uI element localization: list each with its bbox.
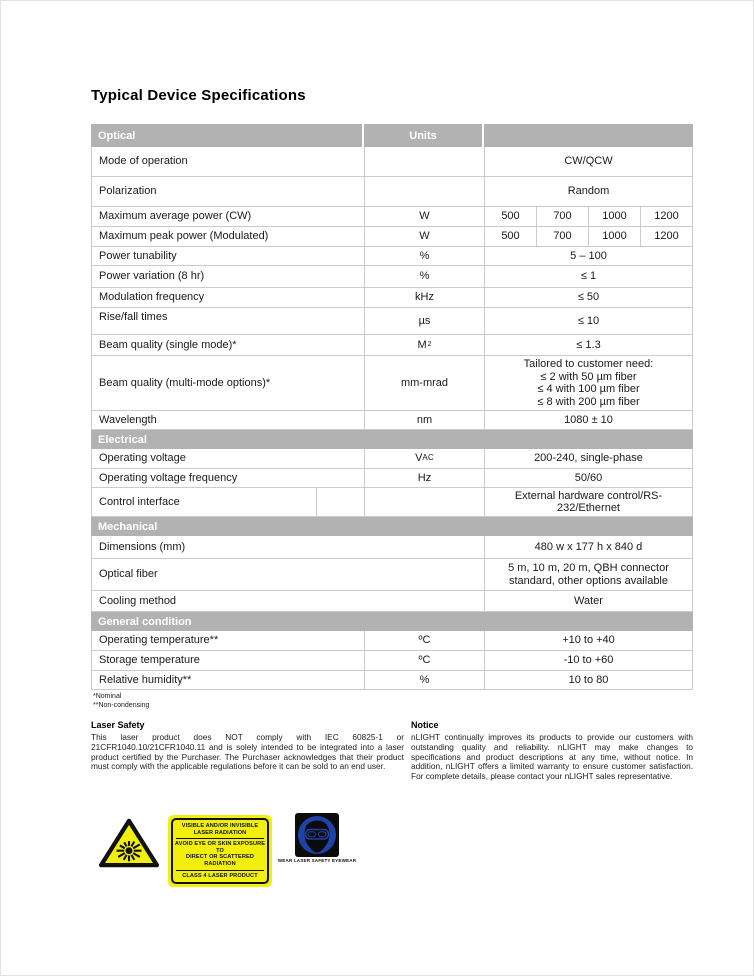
spec-unit: % (365, 247, 485, 265)
spec-label: Power tunability (92, 247, 365, 265)
spec-unit (365, 488, 485, 516)
spec-row (91, 631, 693, 651)
spec-row (91, 147, 693, 177)
spec-label: Control interface (92, 488, 317, 516)
spec-subvalue: 700 (536, 227, 588, 246)
spec-label: Storage temperature (92, 651, 365, 670)
spec-row (91, 207, 693, 227)
spec-unit (365, 147, 485, 176)
spec-row (91, 559, 693, 591)
spec-row (91, 177, 693, 207)
footnote-non-condensing: **Non-condensing (93, 702, 150, 709)
spec-label-spacer (317, 488, 365, 516)
spec-label: Mode of operation (92, 147, 365, 176)
laser-warning-triangle-icon (98, 818, 160, 873)
spec-row (91, 488, 693, 517)
spec-value: ≤ 50 (577, 291, 600, 304)
spec-unit: M 2 (365, 335, 485, 355)
spec-label: Beam quality (single mode)* (92, 335, 365, 355)
spec-value: 10 to 80 (568, 673, 609, 686)
spec-label: Polarization (92, 177, 365, 206)
spec-value: 200-240, single-phase (534, 452, 643, 465)
spec-value-line: 232/Ethernet (557, 502, 620, 514)
spec-subvalue: 700 (536, 207, 588, 226)
spec-label: Relative humidity** (92, 671, 365, 689)
spec-unit: % (365, 266, 485, 287)
notice-heading: Notice (411, 720, 439, 730)
spec-value (485, 207, 692, 226)
spec-row (91, 356, 693, 411)
radiation-label-line: CLASS 4 LASER PRODUCT (182, 872, 258, 879)
spec-unit: ºC (365, 651, 485, 670)
divider (176, 870, 264, 871)
section-header-mechanical: Mechanical (91, 517, 693, 536)
spec-value: ≤ 1.3 (576, 338, 601, 351)
spec-row (91, 288, 693, 308)
spec-unit: V AC (365, 449, 485, 468)
radiation-label-line: LASER RADIATION (193, 829, 247, 836)
eyewear-label (277, 813, 357, 863)
spec-subvalue: 1000 (588, 227, 640, 246)
spec-value: ≤ 10 (577, 314, 600, 327)
spec-label: Operating temperature** (92, 631, 365, 650)
spec-row (91, 536, 693, 559)
spec-row (91, 411, 693, 430)
spec-subvalue: 1200 (640, 207, 692, 226)
spec-row (91, 591, 693, 612)
spec-unit (365, 177, 485, 206)
spec-value-line: ≤ 4 with 100 µm fiber (537, 383, 640, 395)
spec-row (91, 469, 693, 488)
values-column-header (484, 124, 693, 147)
section-header-electrical: Electrical (91, 430, 693, 449)
spec-label: Rise/fall times (92, 308, 365, 334)
spec-value (485, 488, 692, 516)
radiation-label-line: VISIBLE AND/OR INVISIBLE (181, 823, 259, 829)
spec-value-line: Tailored to customer need: (523, 358, 654, 370)
spec-label: Dimensions (mm) (92, 536, 485, 558)
spec-value: 1080 ± 10 (564, 413, 613, 426)
laser-radiation-text-label (168, 815, 272, 887)
spec-value-line: 5 m, 10 m, 20 m, QBH connector (508, 562, 669, 574)
spec-subvalue: 500 (501, 210, 520, 223)
spec-value-line: standard, other options available (509, 574, 668, 587)
spec-value: Random (567, 185, 610, 198)
spec-subvalue: 1000 (588, 207, 640, 226)
notice-body: nLIGHT continually improves its products to provide our customers with outstanding quality and reliability. nLIGHT may make changes to specifications and product descriptions at any time, without notice. In addition, nLIGHT offers a limited warranty to ensure customer satisfaction. For complete details, please contact your nLIGHT sales representative. (411, 732, 693, 782)
section-title: Optical (91, 124, 364, 147)
spec-row (91, 308, 693, 335)
radiation-label-line: DIRECT OR SCATTERED RADIATION (186, 854, 254, 867)
spec-row (91, 227, 693, 247)
spec-label: Operating voltage frequency (92, 469, 365, 487)
spec-label: Wavelength (92, 411, 365, 429)
spec-label: Operating voltage (92, 449, 365, 468)
spec-table (91, 124, 693, 690)
spec-value: ≤ 1 (580, 270, 597, 283)
spec-label: Cooling method (92, 591, 485, 611)
eyewear-caption: WEAR LASER SAFETY EYEWEAR (277, 858, 357, 863)
spec-subvalue: 1200 (640, 227, 692, 246)
spec-label: Beam quality (multi-mode options)* (92, 356, 365, 410)
spec-row (91, 651, 693, 671)
spec-value: Water (574, 594, 603, 607)
spec-unit: µs (365, 308, 485, 334)
spec-value: 480 w x 177 h x 840 d (534, 540, 643, 553)
spec-row (91, 335, 693, 356)
spec-row (91, 671, 693, 690)
units-column-header: Units (364, 124, 484, 147)
spec-value (485, 559, 692, 590)
laser-safety-body: This laser product does NOT comply with IEC 60825-1 or 21CFR1040.10/21CFR1040.11 and is solely intended to be integrated into a laser product certified by the Purchaser. The Purchaser acknowledges that their product must comply with the applicable regulations before it can be sold to an end user. (91, 732, 404, 772)
spec-label: Optical fiber (92, 559, 485, 590)
spec-unit: Hz (365, 469, 485, 487)
spec-value-line: External hardware control/RS- (514, 489, 663, 502)
spec-value: -10 to +60 (563, 654, 614, 667)
footnote-nominal: *Nominal (93, 693, 122, 700)
spec-value (485, 356, 692, 410)
laser-safety-section (91, 720, 404, 772)
spec-value: CW/QCW (564, 155, 613, 168)
safety-goggles-icon (295, 813, 339, 857)
spec-subvalue: 500 (501, 230, 520, 243)
spec-value-line: ≤ 8 with 200 µm fiber (537, 395, 640, 408)
spec-value: 5 – 100 (570, 249, 607, 262)
spec-row (91, 266, 693, 288)
spec-label: Modulation frequency (92, 288, 365, 307)
spec-row (91, 247, 693, 266)
radiation-label-line: AVOID EYE OR SKIN EXPOSURE TO (174, 841, 266, 854)
spec-value: 50/60 (574, 471, 603, 484)
divider (176, 838, 264, 839)
spec-unit: kHz (365, 288, 485, 307)
section-header-optical (91, 124, 693, 147)
spec-unit: W (365, 207, 485, 226)
spec-unit: W (365, 227, 485, 246)
spec-unit: % (365, 671, 485, 689)
warning-labels-row (98, 813, 357, 887)
spec-unit: ºC (365, 631, 485, 650)
spec-value-line: ≤ 2 with 50 µm fiber (540, 370, 637, 383)
spec-value: +10 to +40 (562, 634, 615, 647)
laser-safety-heading: Laser Safety (91, 720, 145, 730)
spec-label: Maximum peak power (Modulated) (92, 227, 365, 246)
page-title: Typical Device Specifications (91, 87, 306, 104)
spec-unit: mm-mrad (365, 356, 485, 410)
section-header-general-condition: General condition (91, 612, 693, 631)
footnotes (93, 692, 149, 710)
spec-label: Power variation (8 hr) (92, 266, 365, 287)
spec-row (91, 449, 693, 469)
notice-section (411, 720, 693, 782)
spec-label: Maximum average power (CW) (92, 207, 365, 226)
spec-value (485, 227, 692, 246)
spec-unit: nm (365, 411, 485, 429)
